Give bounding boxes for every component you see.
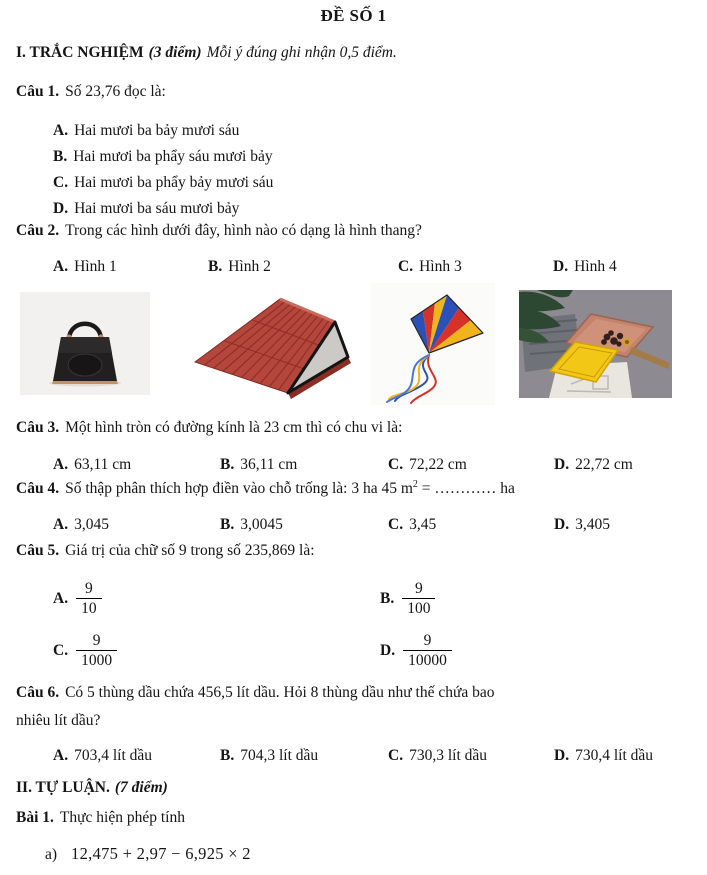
question-4-blank: = ………… ha [417, 480, 515, 497]
figure-hinh-3-kite-image [371, 283, 495, 405]
question-6-text-line-2: nhiêu lít dầu? [16, 712, 101, 729]
question-1-label: Câu 1. [16, 83, 60, 100]
figure-hinh-4-trays-image [519, 290, 672, 398]
question-5-options-row-2 [0, 631, 707, 675]
question-3-options [0, 456, 707, 474]
page-title: ĐỀ SỐ 1 [320, 6, 387, 25]
exercise-1-label: Bài 1. [16, 809, 54, 826]
question-4-options [0, 516, 707, 534]
caption-hinh-4: D. Hình 4 [553, 258, 617, 275]
question-5 [16, 542, 315, 560]
option-d: D. 3,405 [554, 516, 610, 533]
section-1-note: Mỗi ý đúng ghi nhận 0,5 điểm. [206, 44, 397, 61]
option-b: B. 36,11 cm [220, 456, 298, 473]
question-5-text: Giá trị của chữ số 9 trong số 235,869 là: [65, 542, 315, 559]
question-1-text: Số 23,76 đọc là: [65, 83, 166, 100]
option-b: B. 3,0045 [220, 516, 283, 533]
option-c: C. $\frac{9}{1000}$ [53, 631, 117, 670]
option-a: A. 703,4 lít dầu [53, 747, 153, 764]
fraction: $\frac{9}{100}$ [402, 579, 435, 618]
question-2 [16, 222, 422, 240]
question-4 [16, 479, 515, 498]
question-2-figure-captions [0, 258, 707, 276]
part-a-marker: a) [45, 846, 58, 863]
question-2-text: Trong các hình dưới đây, hình nào có dạng là hình thang? [65, 222, 422, 239]
option-d: D. $\frac{9}{10000}$ [380, 631, 452, 670]
fraction: $\frac{9}{10000}$ [403, 631, 452, 670]
section-2-points: (7 điểm) [114, 779, 168, 796]
option-c: C. Hai mươi ba phẩy bảy mươi sáu [53, 174, 274, 191]
option-c: C. 730,3 lít dầu [388, 747, 488, 764]
section-2-heading [16, 779, 168, 797]
part-a-expression: 12,475 + 2,97 − 6,925 × 2 [71, 844, 251, 863]
caption-hinh-1: A. Hình 1 [53, 258, 117, 275]
option-d: D. 730,4 lít dầu [554, 747, 654, 764]
fraction: $\frac{9}{10}$ [76, 579, 102, 618]
question-2-label: Câu 2. [16, 222, 60, 239]
question-3-text: Một hình tròn có đường kính là 23 cm thì có chu vi là: [65, 419, 403, 436]
question-6-label: Câu 6. [16, 684, 60, 701]
section-1-heading [16, 44, 397, 62]
option-c: C. 3,45 [388, 516, 437, 533]
option-a: A. $\frac{9}{10}$ [53, 579, 102, 618]
question-1-options [53, 118, 273, 222]
exercise-1-text: Thực hiện phép tính [59, 809, 185, 826]
option-b: B. Hai mươi ba phẩy sáu mươi bảy [53, 148, 273, 165]
caption-hinh-3: C. Hình 3 [398, 258, 462, 275]
question-5-options-row-1 [0, 579, 707, 623]
exercise-1-part-a [45, 844, 251, 864]
question-6-text-line-1: Có 5 thùng dầu chứa 456,5 lít dầu. Hỏi 8 thùng dầu như thế chứa bao [65, 684, 495, 701]
section-1-label: I. TRẮC NGHIỆM [16, 44, 144, 61]
option-a: A. 63,11 cm [53, 456, 132, 473]
fraction: $\frac{9}{1000}$ [76, 631, 117, 670]
option-d: D. Hai mươi ba sáu mươi bảy [53, 200, 240, 217]
question-4-label: Câu 4. [16, 480, 60, 497]
question-4-superscript: 2 [412, 479, 418, 490]
option-a: A. 3,045 [53, 516, 109, 533]
figure-hinh-2-roof-image [185, 289, 351, 402]
question-5-label: Câu 5. [16, 542, 60, 559]
section-2-label: II. TỰ LUẬN. [16, 779, 110, 796]
exercise-1 [16, 809, 185, 827]
question-3 [16, 419, 402, 437]
section-1-points: (3 điểm) [148, 44, 202, 61]
option-c: C. 72,22 cm [388, 456, 467, 473]
caption-hinh-2: B. Hình 2 [208, 258, 271, 275]
option-b: B. $\frac{9}{100}$ [380, 579, 435, 618]
question-3-label: Câu 3. [16, 419, 60, 436]
question-6-options [0, 747, 707, 765]
option-a: A. Hai mươi ba bảy mươi sáu [53, 122, 240, 139]
question-1 [16, 83, 166, 101]
question-6 [16, 684, 495, 702]
question-4-text: Số thập phân thích hợp điền vào chỗ trống là: 3 ha 45 m [65, 480, 413, 497]
option-d: D. 22,72 cm [554, 456, 633, 473]
option-b: B. 704,3 lít dầu [220, 747, 319, 764]
figure-hinh-1-handbag-image [20, 292, 150, 395]
